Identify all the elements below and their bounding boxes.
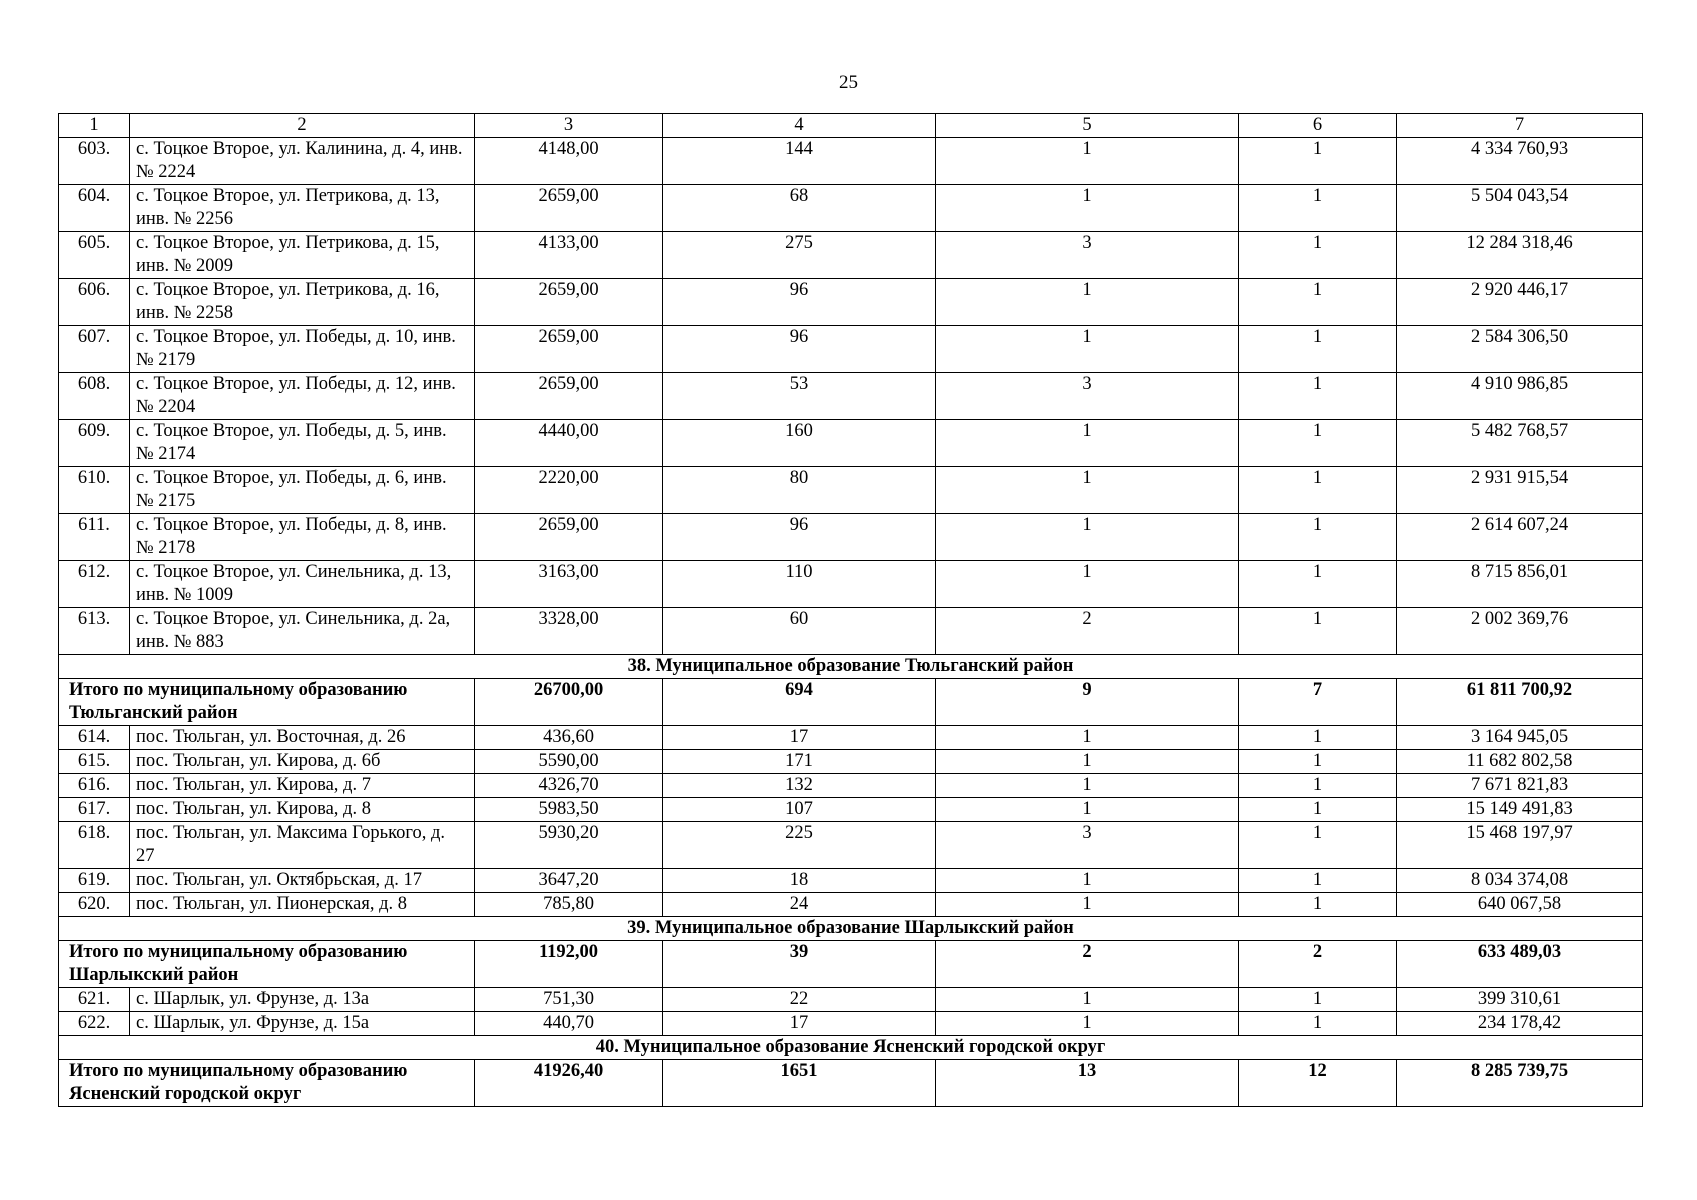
page-number: 25 [839, 72, 858, 93]
count-cell: 1 [1239, 1012, 1397, 1036]
header-cell: 5 [936, 114, 1239, 138]
area-cell: 41926,40 [475, 1060, 663, 1107]
area-cell: 751,30 [475, 988, 663, 1012]
address-cell: пос. Тюльган, ул. Пионерская, д. 8 [130, 893, 475, 917]
sections-cell: 3 [936, 822, 1239, 869]
address-cell: с. Тоцкое Второе, ул. Синельника, д. 13, инв. № 1009 [130, 561, 475, 608]
address-cell: с. Тоцкое Второе, ул. Калинина, д. 4, инв. № 2224 [130, 138, 475, 185]
table-row [59, 185, 1643, 232]
area-cell: 4440,00 [475, 420, 663, 467]
count-cell: 1 [1239, 232, 1397, 279]
address-cell: с. Шарлык, ул. Фрунзе, д. 15а [130, 1012, 475, 1036]
sections-cell: 1 [936, 279, 1239, 326]
cost-cell: 5 482 768,57 [1397, 420, 1643, 467]
row-number: 608. [59, 373, 130, 420]
sections-cell: 1 [936, 798, 1239, 822]
cost-cell: 633 489,03 [1397, 941, 1643, 988]
address-cell: пос. Тюльган, ул. Восточная, д. 26 [130, 726, 475, 750]
count-cell: 1 [1239, 279, 1397, 326]
header-cell: 1 [59, 114, 130, 138]
address-cell: с. Тоцкое Второе, ул. Победы, д. 5, инв. № 2174 [130, 420, 475, 467]
cost-cell: 61 811 700,92 [1397, 679, 1643, 726]
residents-cell: 160 [663, 420, 936, 467]
count-cell: 1 [1239, 774, 1397, 798]
count-cell: 1 [1239, 750, 1397, 774]
address-cell: с. Тоцкое Второе, ул. Петрикова, д. 13, инв. № 2256 [130, 185, 475, 232]
section-title: 39. Муниципальное образование Шарлыкский район [59, 917, 1643, 941]
address-cell: с. Шарлык, ул. Фрунзе, д. 13а [130, 988, 475, 1012]
cost-cell: 7 671 821,83 [1397, 774, 1643, 798]
table-row [59, 822, 1643, 869]
area-cell: 3328,00 [475, 608, 663, 655]
table-row [59, 232, 1643, 279]
area-cell: 436,60 [475, 726, 663, 750]
row-number: 613. [59, 608, 130, 655]
residents-cell: 53 [663, 373, 936, 420]
residents-cell: 18 [663, 869, 936, 893]
area-cell: 3163,00 [475, 561, 663, 608]
residents-cell: 96 [663, 279, 936, 326]
cost-cell: 12 284 318,46 [1397, 232, 1643, 279]
sections-cell: 3 [936, 232, 1239, 279]
row-number: 611. [59, 514, 130, 561]
residents-cell: 39 [663, 941, 936, 988]
count-cell: 12 [1239, 1060, 1397, 1107]
residents-cell: 68 [663, 185, 936, 232]
address-cell: с. Тоцкое Второе, ул. Победы, д. 8, инв. № 2178 [130, 514, 475, 561]
data-table [58, 113, 1643, 1107]
row-number: 603. [59, 138, 130, 185]
section-header-row [59, 655, 1643, 679]
sections-cell: 2 [936, 608, 1239, 655]
cost-cell: 2 614 607,24 [1397, 514, 1643, 561]
cost-cell: 2 002 369,76 [1397, 608, 1643, 655]
sections-cell: 1 [936, 561, 1239, 608]
table-row [59, 750, 1643, 774]
table-row [59, 774, 1643, 798]
row-number: 615. [59, 750, 130, 774]
residents-cell: 60 [663, 608, 936, 655]
table-row [59, 561, 1643, 608]
area-cell: 5590,00 [475, 750, 663, 774]
total-row [59, 1060, 1643, 1107]
cost-cell: 5 504 043,54 [1397, 185, 1643, 232]
area-cell: 2659,00 [475, 326, 663, 373]
count-cell: 1 [1239, 467, 1397, 514]
row-number: 616. [59, 774, 130, 798]
sections-cell: 1 [936, 420, 1239, 467]
count-cell: 1 [1239, 373, 1397, 420]
row-number: 614. [59, 726, 130, 750]
cost-cell: 234 178,42 [1397, 1012, 1643, 1036]
sections-cell: 1 [936, 893, 1239, 917]
header-cell: 2 [130, 114, 475, 138]
count-cell: 1 [1239, 822, 1397, 869]
area-cell: 4148,00 [475, 138, 663, 185]
table-row [59, 326, 1643, 373]
residents-cell: 171 [663, 750, 936, 774]
residents-cell: 1651 [663, 1060, 936, 1107]
section-title: 38. Муниципальное образование Тюльганский район [59, 655, 1643, 679]
address-cell: с. Тоцкое Второе, ул. Победы, д. 6, инв. № 2175 [130, 467, 475, 514]
address-cell: с. Тоцкое Второе, ул. Петрикова, д. 15, инв. № 2009 [130, 232, 475, 279]
address-cell: с. Тоцкое Второе, ул. Победы, д. 10, инв. № 2179 [130, 326, 475, 373]
address-cell: с. Тоцкое Второе, ул. Победы, д. 12, инв. № 2204 [130, 373, 475, 420]
row-number: 609. [59, 420, 130, 467]
area-cell: 2659,00 [475, 514, 663, 561]
row-number: 621. [59, 988, 130, 1012]
count-cell: 1 [1239, 893, 1397, 917]
section-header-row [59, 1036, 1643, 1060]
table-row [59, 893, 1643, 917]
area-cell: 5930,20 [475, 822, 663, 869]
table-row [59, 798, 1643, 822]
count-cell: 1 [1239, 420, 1397, 467]
table-row [59, 514, 1643, 561]
table-row [59, 467, 1643, 514]
table-row [59, 869, 1643, 893]
sections-cell: 1 [936, 988, 1239, 1012]
area-cell: 2659,00 [475, 373, 663, 420]
sections-cell: 1 [936, 514, 1239, 561]
row-number: 606. [59, 279, 130, 326]
table-row [59, 726, 1643, 750]
count-cell: 1 [1239, 726, 1397, 750]
area-cell: 4133,00 [475, 232, 663, 279]
count-cell: 1 [1239, 185, 1397, 232]
row-number: 612. [59, 561, 130, 608]
section-header-row [59, 917, 1643, 941]
total-label: Итого по муниципальному образованию Ясненский городской округ [59, 1060, 475, 1107]
row-number: 605. [59, 232, 130, 279]
table-row [59, 373, 1643, 420]
residents-cell: 22 [663, 988, 936, 1012]
sections-cell: 3 [936, 373, 1239, 420]
cost-cell: 4 910 986,85 [1397, 373, 1643, 420]
residents-cell: 225 [663, 822, 936, 869]
cost-cell: 640 067,58 [1397, 893, 1643, 917]
cost-cell: 11 682 802,58 [1397, 750, 1643, 774]
cost-cell: 4 334 760,93 [1397, 138, 1643, 185]
address-cell: с. Тоцкое Второе, ул. Петрикова, д. 16, инв. № 2258 [130, 279, 475, 326]
header-cell: 6 [1239, 114, 1397, 138]
cost-cell: 8 715 856,01 [1397, 561, 1643, 608]
row-number: 622. [59, 1012, 130, 1036]
cost-cell: 8 034 374,08 [1397, 869, 1643, 893]
residents-cell: 107 [663, 798, 936, 822]
table-row [59, 420, 1643, 467]
table-row [59, 138, 1643, 185]
row-number: 607. [59, 326, 130, 373]
address-cell: пос. Тюльган, ул. Кирова, д. 8 [130, 798, 475, 822]
address-cell: с. Тоцкое Второе, ул. Синельника, д. 2а, инв. № 883 [130, 608, 475, 655]
sections-cell: 1 [936, 750, 1239, 774]
section-title: 40. Муниципальное образование Ясненский городской округ [59, 1036, 1643, 1060]
row-number: 618. [59, 822, 130, 869]
total-row [59, 679, 1643, 726]
sections-cell: 1 [936, 138, 1239, 185]
cost-cell: 15 149 491,83 [1397, 798, 1643, 822]
cost-cell: 2 931 915,54 [1397, 467, 1643, 514]
sections-cell: 1 [936, 774, 1239, 798]
count-cell: 1 [1239, 561, 1397, 608]
area-cell: 2659,00 [475, 279, 663, 326]
residents-cell: 132 [663, 774, 936, 798]
count-cell: 1 [1239, 798, 1397, 822]
address-cell: пос. Тюльган, ул. Октябрьская, д. 17 [130, 869, 475, 893]
table-row [59, 279, 1643, 326]
residents-cell: 694 [663, 679, 936, 726]
area-cell: 2659,00 [475, 185, 663, 232]
cost-cell: 399 310,61 [1397, 988, 1643, 1012]
area-cell: 3647,20 [475, 869, 663, 893]
header-cell: 4 [663, 114, 936, 138]
cost-cell: 3 164 945,05 [1397, 726, 1643, 750]
total-label: Итого по муниципальному образованию Шарлыкский район [59, 941, 475, 988]
residents-cell: 24 [663, 893, 936, 917]
sections-cell: 13 [936, 1060, 1239, 1107]
cost-cell: 8 285 739,75 [1397, 1060, 1643, 1107]
area-cell: 1192,00 [475, 941, 663, 988]
header-row [59, 114, 1643, 138]
count-cell: 7 [1239, 679, 1397, 726]
row-number: 604. [59, 185, 130, 232]
residents-cell: 80 [663, 467, 936, 514]
area-cell: 4326,70 [475, 774, 663, 798]
residents-cell: 275 [663, 232, 936, 279]
count-cell: 1 [1239, 869, 1397, 893]
table-row [59, 1012, 1643, 1036]
header-cell: 7 [1397, 114, 1643, 138]
total-row [59, 941, 1643, 988]
area-cell: 2220,00 [475, 467, 663, 514]
count-cell: 2 [1239, 941, 1397, 988]
residents-cell: 17 [663, 1012, 936, 1036]
row-number: 617. [59, 798, 130, 822]
row-number: 610. [59, 467, 130, 514]
area-cell: 5983,50 [475, 798, 663, 822]
sections-cell: 1 [936, 185, 1239, 232]
sections-cell: 1 [936, 467, 1239, 514]
address-cell: пос. Тюльган, ул. Максима Горького, д. 27 [130, 822, 475, 869]
header-cell: 3 [475, 114, 663, 138]
total-label: Итого по муниципальному образованию Тюльганский район [59, 679, 475, 726]
count-cell: 1 [1239, 514, 1397, 561]
sections-cell: 1 [936, 1012, 1239, 1036]
residents-cell: 96 [663, 326, 936, 373]
row-number: 620. [59, 893, 130, 917]
table-row [59, 988, 1643, 1012]
residents-cell: 17 [663, 726, 936, 750]
area-cell: 440,70 [475, 1012, 663, 1036]
cost-cell: 2 920 446,17 [1397, 279, 1643, 326]
sections-cell: 1 [936, 326, 1239, 373]
row-number: 619. [59, 869, 130, 893]
count-cell: 1 [1239, 138, 1397, 185]
residents-cell: 96 [663, 514, 936, 561]
count-cell: 1 [1239, 608, 1397, 655]
table-row [59, 608, 1643, 655]
residents-cell: 144 [663, 138, 936, 185]
sections-cell: 1 [936, 726, 1239, 750]
sections-cell: 2 [936, 941, 1239, 988]
address-cell: пос. Тюльган, ул. Кирова, д. 6б [130, 750, 475, 774]
cost-cell: 15 468 197,97 [1397, 822, 1643, 869]
area-cell: 785,80 [475, 893, 663, 917]
residents-cell: 110 [663, 561, 936, 608]
sections-cell: 9 [936, 679, 1239, 726]
sections-cell: 1 [936, 869, 1239, 893]
cost-cell: 2 584 306,50 [1397, 326, 1643, 373]
count-cell: 1 [1239, 988, 1397, 1012]
area-cell: 26700,00 [475, 679, 663, 726]
address-cell: пос. Тюльган, ул. Кирова, д. 7 [130, 774, 475, 798]
count-cell: 1 [1239, 326, 1397, 373]
